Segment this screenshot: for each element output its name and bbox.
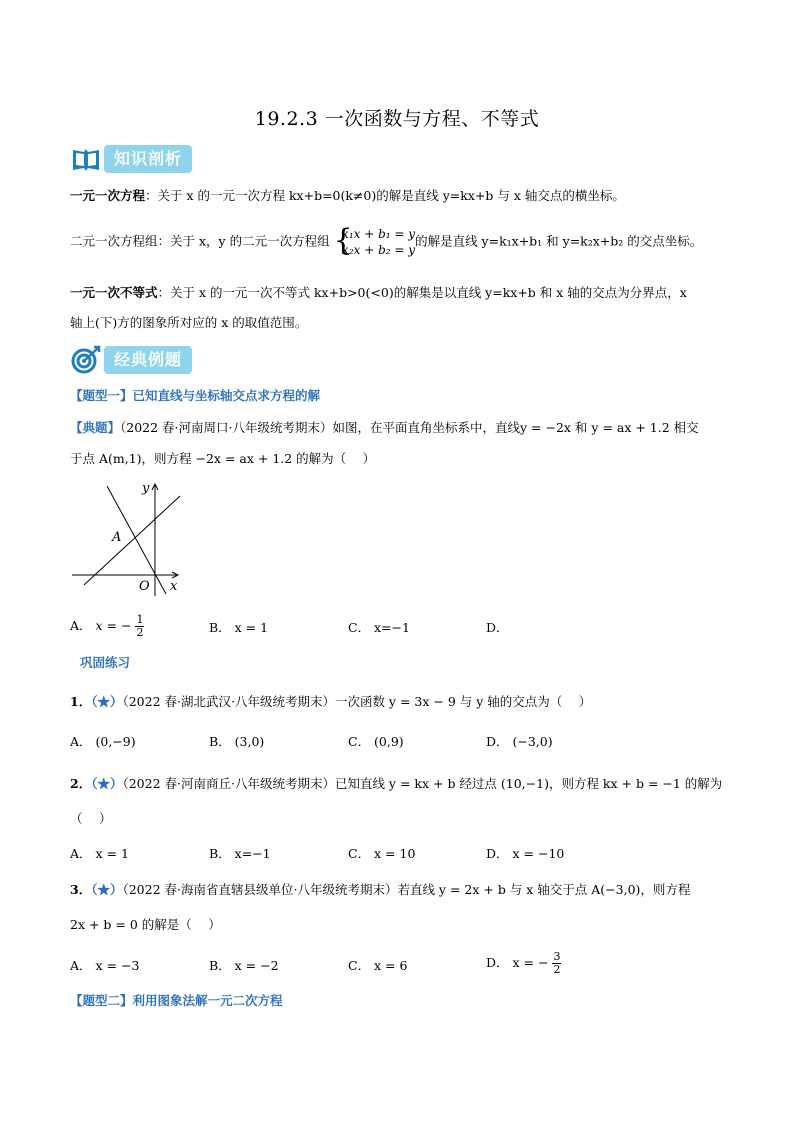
practice-heading: 巩固练习 (80, 655, 131, 670)
q1-option-c: C． (0,9) (348, 734, 404, 749)
page-title: 19.2.3 一次函数与方程、不等式 (254, 108, 540, 130)
book-icon (70, 144, 102, 174)
target-icon (70, 345, 102, 375)
q1-text: （2022 春·湖北武汉·八年级统考期末）一次函数 y = 3x − 9 与 y 轴的交点为（ ） (122, 694, 592, 709)
example-option-a (70, 614, 144, 639)
y-axis-label: y (142, 481, 150, 496)
q2-text: （2022 春·河南商丘·八年级统考期末）已知直线 y = kx + b 经过点 (10,−1)，则方程 kx + b = −1 的解为 (122, 776, 723, 791)
q3-text: （2022 春·海南省直辖县级单位·八年级统考期末）若直线 y = 2x + b 与 x 轴交于点 A(−3,0)，则方程 (122, 882, 691, 897)
example-tag: 【典题】 (70, 420, 121, 435)
option-a-label: A． (70, 618, 92, 633)
option-a-num: 1 (136, 613, 144, 626)
line-y-ax-1-2 (84, 496, 180, 585)
q2-star: （★） (91, 776, 123, 791)
p3-label: 一元一次不等式 (70, 285, 158, 300)
option-a-prefix: x = − (95, 618, 132, 633)
example-option-b: B． x = 1 (209, 620, 269, 635)
q3-option-d (486, 951, 561, 976)
knowledge-p3-line2: 轴上(下)方的图象所对应的 x 的取值范围。 (70, 315, 308, 330)
point-a-label: A (112, 530, 122, 545)
example-option-d: D． (486, 620, 509, 635)
q3-line (70, 880, 690, 900)
section-title-examples: 经典例题 (104, 346, 192, 374)
q1-star: （★） (91, 694, 123, 709)
knowledge-p2 (70, 223, 703, 258)
q2-line2: （ ） (70, 811, 112, 826)
knowledge-p1 (70, 186, 625, 206)
system-row-2: k₂x + b₂ = y (341, 243, 416, 257)
type2-heading: 【题型二】利用图象法解一元二次方程 (70, 993, 283, 1008)
option-a-fraction (135, 614, 144, 639)
coordinate-figure (70, 478, 185, 598)
q2-option-b: B． x=−1 (209, 846, 271, 861)
origin-label: O (139, 579, 150, 594)
q1-line (70, 692, 591, 712)
knowledge-p3-line1 (70, 283, 687, 303)
q2-option-a: A． x = 1 (70, 846, 129, 861)
section-banner-examples (70, 345, 192, 375)
p2-label: 二元一次方程组 (70, 233, 158, 249)
q3-option-d-num: 3 (553, 950, 561, 963)
q3-option-d-prefix: D． x = − (486, 955, 549, 970)
p2-text-b: 的解是直线 y=k₁x+b₁ 和 y=k₂x+b₂ 的交点坐标。 (415, 233, 703, 249)
q3-option-c: C． x = 6 (348, 958, 408, 973)
q1-option-b: B． (3,0) (209, 734, 265, 749)
q2-option-c: C． x = 10 (348, 846, 416, 861)
q3-line2: 2x + b = 0 的解是（ ） (70, 917, 221, 932)
q3-option-b: B． x = −2 (209, 958, 279, 973)
system-row-1: k₁x + b₁ = y (341, 227, 416, 241)
q1-option-a: A． (0,−9) (70, 734, 136, 749)
q2-number: 2． (70, 776, 92, 791)
section-banner-knowledge (70, 144, 192, 174)
q3-option-d-den: 2 (553, 963, 561, 976)
q3-number: 3． (70, 882, 92, 897)
x-axis-label: x (170, 579, 178, 594)
q1-number: 1． (70, 694, 92, 709)
q2-option-d: D． x = −10 (486, 846, 565, 861)
option-a-den: 2 (136, 626, 144, 639)
q3-option-a: A． x = −3 (70, 958, 140, 973)
p1-text: ：关于 x 的一元一次方程 kx+b=0(k≠0)的解是直线 y=kx+b 与 x 轴交点的横坐标。 (145, 188, 625, 203)
example-line2: 于点 A(m,1)，则方程 −2x = ax + 1.2 的解为（ ） (70, 451, 376, 466)
section-title-knowledge: 知识剖析 (104, 145, 192, 173)
example-line1 (70, 418, 699, 438)
q3-star: （★） (91, 882, 123, 897)
p2-text-a: ：关于 x，y 的二元一次方程组 (157, 233, 330, 249)
q2-line (70, 774, 722, 794)
example-option-c: C． x=−1 (348, 620, 410, 635)
equation-system: { k₁x + b₁ = y k₂x + b₂ = y (333, 223, 416, 258)
p1-label: 一元一次方程 (70, 188, 146, 203)
p3-text-line1: ：关于 x 的一元一次不等式 kx+b>0(<0)的解集是以直线 y=kx+b 和 x 轴的交点为分界点，x (157, 285, 687, 300)
q1-option-d: D． (−3,0) (486, 734, 553, 749)
type1-heading: 【题型一】已知直线与坐标轴交点求方程的解 (70, 388, 321, 403)
example-text-1: （2022 春·河南周口·八年级统考期末）如图，在平面直角坐标系中，直线y = −2x 和 y = ax + 1.2 相交 (120, 420, 699, 435)
q3-option-d-fraction (552, 951, 561, 976)
